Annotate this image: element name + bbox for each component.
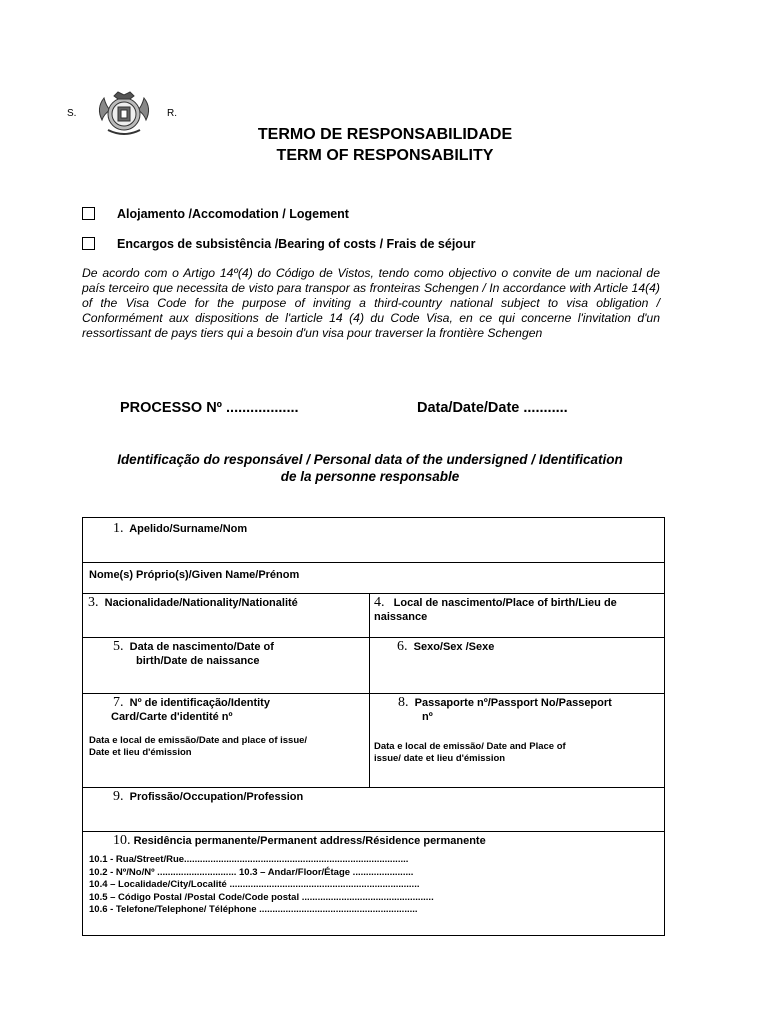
- surname-number: 1.: [113, 521, 124, 536]
- nationality-number: 3.: [88, 595, 99, 610]
- title-portuguese: TERMO DE RESPONSABILIDADE: [257, 126, 513, 143]
- title-english: TERM OF RESPONSABILITY: [276, 147, 494, 164]
- surname-field[interactable]: [83, 518, 665, 563]
- sex-label: Sexo/Sex /Sexe: [413, 641, 495, 653]
- place-of-birth-number: 4.: [374, 595, 385, 610]
- address-street-line: 10.1 - Rua/Street/Rue.....................................................................................: [89, 854, 409, 865]
- address-telephone-line: 10.6 - Telefone/Telephone/ Téléphone ............................................................: [89, 904, 418, 915]
- process-number-label: PROCESSO Nº ..................: [120, 400, 299, 416]
- passport-field[interactable]: [370, 694, 665, 788]
- place-of-birth-label: Local de nascimento/Place of birth/Lieu de: [393, 597, 617, 609]
- passport-label-cont: nº: [422, 711, 433, 723]
- identity-card-label-cont: Card/Carte d'identité nº: [111, 711, 233, 723]
- nationality-label: Nacionalidade/Nationality/Nationalité: [104, 597, 298, 609]
- date-of-birth-number: 5.: [113, 639, 124, 654]
- identity-card-label: Nº de identificação/Identity: [129, 697, 270, 709]
- sex-number: 6.: [397, 639, 408, 654]
- address-city-line: 10.4 – Localidade/City/Localité ........................................................................: [89, 879, 420, 890]
- header-s-label: S.: [67, 108, 77, 119]
- date-of-birth-field[interactable]: [83, 638, 370, 694]
- identification-heading: [60, 451, 680, 485]
- nationality-field[interactable]: [83, 594, 370, 638]
- occupation-number: 9.: [113, 789, 124, 804]
- costs-label: Encargos de subsistência /Bearing of costs / Frais de séjour: [117, 237, 476, 251]
- intro-paragraph: De acordo com o Artigo 14º(4) do Código de Vistos, tendo como objectivo o convite de um nacional de país terceiro que necessita de visto para transpor as fronteiras Schengen / In accordance with Article 14(4) of the Visa Code for the purpose of inviting a third-country national subject to visa obligation / Conformément aux dispositions de l'article 14 (4) du Code Visa, en ce qui concerne l'invitation d'un ressortissant de pays tiers qui a besoin d'un visa pour traverser la frontière Schengen: [82, 266, 660, 340]
- permanent-address-field[interactable]: [83, 832, 665, 936]
- date-of-birth-label: Data de nascimento/Date of: [129, 641, 274, 653]
- permanent-address-label: Residência permanente/Permanent address/Résidence permanente: [133, 835, 486, 847]
- place-of-birth-field[interactable]: [370, 594, 665, 638]
- sex-field[interactable]: [370, 638, 665, 694]
- place-of-birth-label-cont: naissance: [374, 611, 428, 623]
- given-name-label: Nome(s) Próprio(s)/Given Name/Prénom: [89, 569, 300, 581]
- personal-data-form: [82, 517, 665, 936]
- passport-issue-line2: issue/ date et lieu d'émission: [374, 753, 506, 764]
- address-postal-code-line: 10.5 – Código Postal /Postal Code/Code postal ..................................................: [89, 891, 434, 903]
- costs-checkbox[interactable]: [82, 237, 95, 250]
- identification-heading-line1: Identificação do responsável / Personal data of the undersigned / Identification: [117, 452, 623, 467]
- passport-issue-line1: Data e local de emissão/ Date and Place of: [374, 741, 566, 752]
- identity-card-field[interactable]: [83, 694, 370, 788]
- surname-label: Apelido/Surname/Nom: [129, 523, 248, 535]
- occupation-field[interactable]: [83, 788, 665, 832]
- identity-card-issue-line2: Date et lieu d'émission: [89, 747, 192, 758]
- passport-label: Passaporte nº/Passport No/Passeport: [414, 697, 612, 709]
- header-r-label: R.: [167, 108, 177, 119]
- date-of-birth-label-cont: birth/Date de naissance: [136, 655, 260, 667]
- identity-card-issue-line1: Data e local de emissão/Date and place of issue/: [89, 735, 308, 746]
- accommodation-checkbox[interactable]: [82, 207, 95, 220]
- identity-card-number: 7.: [113, 695, 124, 710]
- address-number-floor-line: 10.2 - Nº/No/Nº .............................. 10.3 – Andar/Floor/Étage .......................: [89, 866, 414, 878]
- occupation-label: Profissão/Occupation/Profession: [129, 791, 304, 803]
- permanent-address-number: 10.: [113, 833, 131, 848]
- given-name-field[interactable]: [83, 563, 665, 594]
- accommodation-label: Alojamento /Accomodation / Logement: [117, 207, 349, 221]
- passport-number: 8.: [398, 695, 409, 710]
- date-label: Data/Date/Date ...........: [417, 400, 568, 416]
- identification-heading-line2: de la personne responsable: [280, 469, 460, 484]
